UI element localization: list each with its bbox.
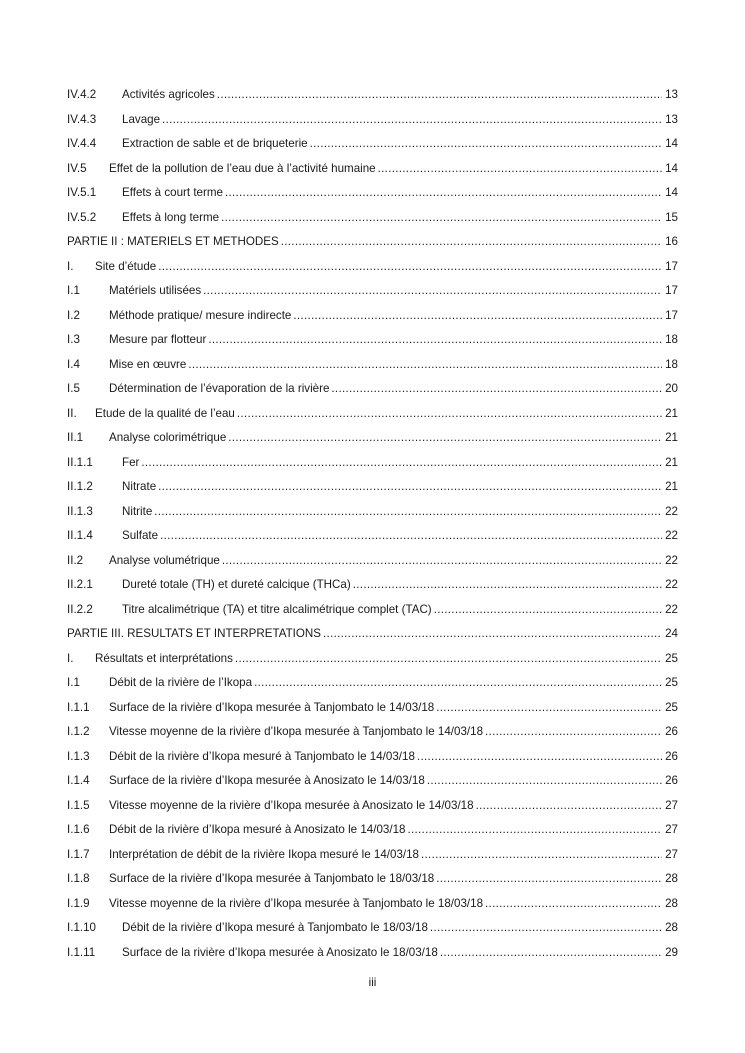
toc-entry-number: IV.5	[67, 161, 87, 175]
toc-entry-number: I.1.5	[67, 798, 90, 812]
toc-entry-title: Surface de la rivière d’Ikopa mesurée à Tanjombato le 14/03/18	[109, 700, 435, 714]
toc-entry[interactable]	[67, 774, 678, 799]
toc-entry[interactable]	[67, 897, 678, 922]
toc-entry-title: Mesure par flotteur	[109, 333, 207, 346]
toc-entry-number: II.1.4	[67, 529, 93, 542]
toc-entry-title: Fer	[122, 455, 140, 469]
toc-entry[interactable]	[67, 701, 678, 726]
toc-dot-leader	[434, 603, 662, 616]
toc-entry[interactable]	[67, 284, 678, 309]
toc-entry-title: Surface de la rivière d’Ikopa mesurée à Anosizato le 18/03/18	[122, 945, 438, 959]
toc-entry-page: 28	[665, 896, 678, 910]
page-number: iii	[368, 976, 377, 989]
toc-dot-leader	[225, 186, 662, 199]
toc-entry-page: 16	[665, 235, 678, 248]
toc-entry[interactable]	[67, 603, 678, 628]
toc-entry-page: 18	[665, 357, 678, 371]
toc-dot-leader	[160, 529, 662, 542]
toc-entry-number: IV.5.1	[67, 186, 97, 199]
toc-entry[interactable]	[67, 505, 678, 530]
toc-entry[interactable]	[67, 578, 678, 603]
toc-dot-leader	[378, 162, 662, 175]
toc-entry-title: Etude de la qualité de l’eau	[95, 406, 235, 420]
toc-entry[interactable]	[67, 823, 678, 848]
toc-entry-title: Détermination de l’évaporation de la rivière	[109, 382, 330, 395]
toc-entry-title: Nitrite	[122, 504, 153, 518]
toc-entry-number: I.1.2	[67, 725, 90, 738]
toc-entry-title: Activités agricoles	[122, 88, 215, 101]
toc-entry-title: Analyse colorimétrique	[109, 431, 227, 444]
toc-entry[interactable]	[67, 529, 678, 554]
toc-entry-number: I.1.11	[67, 945, 96, 959]
toc-entry-number: I.1.7	[67, 847, 90, 861]
toc-entry-page: 22	[665, 529, 678, 542]
toc-entry[interactable]	[67, 946, 678, 971]
toc-dot-leader	[235, 652, 662, 665]
toc-entry-page: 27	[665, 823, 678, 836]
toc-entry[interactable]	[67, 848, 678, 873]
toc-entry[interactable]	[67, 456, 678, 481]
toc-entry[interactable]	[67, 162, 678, 187]
toc-entry-title: Effets à court terme	[122, 186, 223, 199]
toc-entry-title: Débit de la rivière d’Ikopa mesuré à Anosizato le 14/03/18	[109, 823, 406, 836]
toc-entry-number: II.1.1	[67, 455, 93, 469]
toc-entry-number: IV.4.4	[67, 137, 97, 150]
toc-entry[interactable]	[67, 407, 678, 432]
toc-dot-leader	[237, 407, 662, 420]
toc-entry-page: 17	[665, 284, 678, 297]
toc-entry-number: I.	[67, 651, 74, 665]
toc-entry[interactable]	[67, 554, 678, 579]
toc-entry-title: Effet de la pollution de l’eau due à l’activité humaine	[109, 161, 376, 175]
toc-entry-title: Surface de la rivière d’Ikopa mesurée à Tanjombato le 18/03/18	[109, 872, 435, 885]
toc-dot-leader	[436, 872, 662, 885]
toc-entry-number: IV.4.3	[67, 112, 97, 126]
toc-entry[interactable]	[67, 235, 678, 260]
toc-entry-number: II.2.1	[67, 578, 93, 591]
toc-entry[interactable]	[67, 652, 678, 677]
toc-entry-title: Effets à long terme	[122, 210, 220, 224]
toc-entry-title: Méthode pratique/ mesure indirecte	[109, 308, 292, 322]
toc-entry-title: Vitesse moyenne de la rivière d’Ikopa mesurée à Tanjombato le 18/03/18	[109, 896, 484, 910]
table-of-contents	[67, 88, 678, 970]
toc-dot-leader	[158, 480, 662, 493]
toc-entry[interactable]	[67, 627, 678, 652]
toc-entry-page: 13	[665, 112, 678, 126]
toc-dot-leader	[162, 113, 662, 126]
toc-dot-leader	[217, 88, 662, 101]
toc-entry-title: Site d’étude	[95, 259, 157, 273]
toc-dot-leader	[421, 848, 662, 861]
toc-entry-title: PARTIE III. RESULTATS ET INTERPRETATIONS	[67, 627, 322, 640]
toc-entry-number: I.1.8	[67, 872, 90, 885]
toc-entry[interactable]	[67, 333, 678, 358]
toc-dot-leader	[323, 627, 662, 640]
toc-dot-leader	[417, 750, 662, 763]
toc-dot-leader	[430, 921, 662, 934]
toc-entry-number: II.1.3	[67, 504, 93, 518]
toc-entry-page: 17	[665, 308, 678, 322]
toc-dot-leader	[485, 725, 662, 738]
toc-entry-title: PARTIE II : MATERIELS ET METHODES	[67, 235, 279, 248]
toc-entry-title: Surface de la rivière d’Ikopa mesurée à Anosizato le 14/03/18	[109, 774, 425, 787]
toc-entry-page: 27	[665, 847, 678, 861]
toc-entry-title: Titre alcalimétrique (TA) et titre alcalimétrique complet (TAC)	[122, 602, 432, 616]
toc-dot-leader	[407, 823, 662, 836]
toc-dot-leader	[440, 946, 662, 959]
toc-entry-title: Extraction de sable et de briqueterie	[122, 137, 308, 150]
toc-entry-page: 22	[665, 578, 678, 591]
toc-entry[interactable]	[67, 750, 678, 775]
toc-dot-leader	[254, 676, 662, 689]
toc-entry[interactable]	[67, 676, 678, 701]
toc-dot-leader	[485, 897, 662, 910]
toc-entry[interactable]	[67, 872, 678, 897]
toc-entry-page: 14	[665, 137, 678, 150]
toc-entry[interactable]	[67, 260, 678, 285]
toc-dot-leader	[158, 260, 662, 273]
toc-entry-number: I.1.6	[67, 823, 90, 836]
toc-entry-page: 17	[665, 259, 678, 273]
toc-entry-number: I.1.4	[67, 774, 90, 787]
toc-entry[interactable]	[67, 358, 678, 383]
toc-entry[interactable]	[67, 725, 678, 750]
toc-entry[interactable]	[67, 309, 678, 334]
toc-dot-leader	[427, 774, 662, 787]
toc-dot-leader	[353, 578, 662, 591]
toc-dot-leader	[293, 309, 662, 322]
toc-entry-number: I.5	[67, 382, 80, 395]
toc-entry-number: II.1	[67, 431, 84, 444]
toc-entry-number: IV.4.2	[67, 88, 97, 101]
toc-entry-title: Lavage	[122, 112, 161, 126]
toc-entry-title: Débit de la rivière d’Ikopa mesuré à Tanjombato le 14/03/18	[109, 749, 415, 763]
toc-entry-title: Débit de la rivière d’Ikopa mesuré à Tanjombato le 18/03/18	[122, 921, 428, 934]
toc-entry-page: 13	[665, 88, 678, 101]
toc-entry-number: I.1.3	[67, 749, 90, 763]
toc-entry-number: II.	[67, 406, 77, 420]
toc-entry-number: I.3	[67, 333, 80, 346]
toc-entry[interactable]	[67, 113, 678, 138]
toc-entry-title: Débit de la rivière de l’Ikopa	[109, 676, 253, 689]
toc-entry-page: 26	[665, 725, 678, 738]
toc-entry-number: II.2.2	[67, 602, 93, 616]
toc-entry-title: Vitesse moyenne de la rivière d’Ikopa mesurée à Tanjombato le 14/03/18	[109, 725, 484, 738]
toc-dot-leader	[154, 505, 662, 518]
toc-entry[interactable]	[67, 88, 678, 113]
toc-dot-leader	[228, 431, 662, 444]
toc-dot-leader	[141, 456, 662, 469]
toc-dot-leader	[281, 235, 662, 248]
toc-entry-page: 28	[665, 921, 678, 934]
toc-entry[interactable]	[67, 799, 678, 824]
toc-dot-leader	[476, 799, 663, 812]
toc-dot-leader	[203, 284, 662, 297]
toc-entry-number: I.	[67, 259, 74, 273]
toc-entry-page: 24	[665, 627, 678, 640]
toc-entry-title: Analyse volumétrique	[109, 553, 220, 567]
toc-entry-title: Interprétation de débit de la rivière Ikopa mesuré le 14/03/18	[109, 847, 420, 861]
toc-entry-page: 21	[665, 480, 678, 493]
toc-entry-page: 14	[665, 161, 678, 175]
toc-entry-title: Sulfate	[122, 529, 159, 542]
toc-entry-page: 29	[665, 945, 678, 959]
toc-entry-page: 18	[665, 333, 678, 346]
toc-entry[interactable]	[67, 480, 678, 505]
toc-entry-page: 14	[665, 186, 678, 199]
toc-entry-title: Résultats et interprétations	[95, 651, 233, 665]
toc-entry-page: 25	[665, 700, 678, 714]
toc-entry-number: I.1.1	[67, 700, 90, 714]
toc-entry-number: I.1.10	[67, 921, 97, 934]
toc-entry-page: 28	[665, 872, 678, 885]
toc-entry-number: I.4	[67, 357, 80, 371]
toc-entry-page: 21	[665, 431, 678, 444]
toc-entry-page: 20	[665, 382, 678, 395]
toc-entry-page: 25	[665, 651, 678, 665]
toc-dot-leader	[331, 382, 662, 395]
toc-entry-number: I.1	[67, 284, 80, 297]
toc-entry-title: Matériels utilisées	[109, 284, 202, 297]
toc-entry-title: Nitrate	[122, 480, 157, 493]
toc-entry-title: Vitesse moyenne de la rivière d’Ikopa mesurée à Anosizato le 14/03/18	[109, 798, 474, 812]
toc-entry-page: 27	[665, 798, 678, 812]
toc-dot-leader	[221, 211, 662, 224]
toc-entry-page: 22	[665, 504, 678, 518]
toc-dot-leader	[436, 701, 662, 714]
toc-entry[interactable]	[67, 211, 678, 236]
toc-entry-number: II.2	[67, 553, 84, 567]
toc-entry-number: II.1.2	[67, 480, 93, 493]
toc-entry-page: 22	[665, 553, 678, 567]
toc-entry-page: 15	[665, 210, 678, 224]
toc-entry-title: Mise en œuvre	[109, 357, 187, 371]
toc-entry-page: 26	[665, 749, 678, 763]
toc-entry-number: I.2	[67, 308, 80, 322]
toc-dot-leader	[208, 333, 662, 346]
toc-entry-page: 21	[665, 455, 678, 469]
toc-entry[interactable]	[67, 137, 678, 162]
toc-entry-number: I.1.9	[67, 896, 90, 910]
toc-entry[interactable]	[67, 186, 678, 211]
toc-entry-page: 22	[665, 602, 678, 616]
toc-entry-page: 25	[665, 676, 678, 689]
toc-entry-page: 26	[665, 774, 678, 787]
toc-entry-number: IV.5.2	[67, 210, 97, 224]
toc-entry[interactable]	[67, 921, 678, 946]
toc-dot-leader	[310, 137, 662, 150]
toc-entry[interactable]	[67, 431, 678, 456]
toc-entry-page: 21	[665, 406, 678, 420]
toc-entry[interactable]	[67, 382, 678, 407]
toc-dot-leader	[188, 358, 662, 371]
toc-entry-number: I.1	[67, 676, 80, 689]
toc-entry-title: Dureté totale (TH) et dureté calcique (THCa)	[122, 578, 351, 591]
toc-dot-leader	[222, 554, 662, 567]
